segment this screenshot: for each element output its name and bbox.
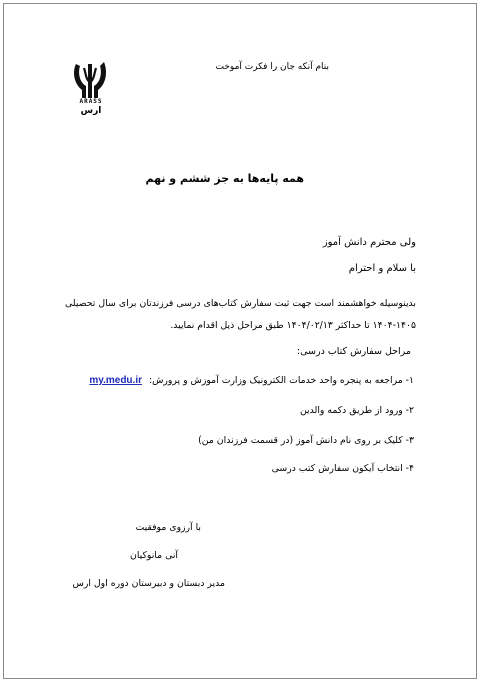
signature-wish: با آرزوی موفقیت xyxy=(135,522,201,533)
signature-name: آنی مانوکیان xyxy=(130,550,178,561)
document-title: همه پایه‌ها به جز ششم و نهم xyxy=(145,172,304,185)
step-item-3: ۳- کلیک بر روی نام دانش آموز (در قسمت فرزندان من) xyxy=(198,435,414,446)
basmala: بنام آنکه جان را فکرت آموخت xyxy=(215,62,329,72)
body-paragraph: بدینوسیله خواهشمند است جهت ثبت سفارش کتاب‌های درسی فرزندتان برای سال تحصیلی ۱۴۰۵-۱۴۰۴ تا حداکثر ۱۴۰۴/۰۲/۱۳ طبق مراحل ذیل اقدام نمایید. xyxy=(65,298,416,331)
logo-persian-text: ارس xyxy=(80,106,102,116)
step-text: ۱- مراجعه به پنجره واحد خدمات الکترونیک وزارت آموزش و پرورش: xyxy=(148,375,414,386)
step-item-2: ۲- ورود از طریق دکمه والدین xyxy=(299,405,414,416)
step-item-1 xyxy=(89,375,414,386)
signature-role: مدیر دبستان و دبیرستان دوره اول ارس xyxy=(72,578,225,589)
logo-latin-text: ARASS xyxy=(79,98,103,105)
salutation: با سلام و احترام xyxy=(348,263,416,274)
step-item-4: ۴- انتخاب آیکون سفارش کتب درسی xyxy=(271,463,414,474)
medu-link[interactable]: my.medu.ir xyxy=(89,375,142,386)
steps-title: مراحل سفارش کتاب درسی: xyxy=(296,346,411,357)
greeting: ولی محترم دانش آموز xyxy=(322,237,416,248)
